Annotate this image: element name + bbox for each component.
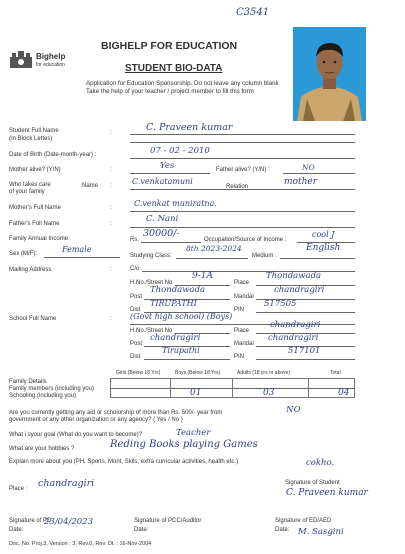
mother-name-value: C.venkat muniratna. <box>134 199 217 208</box>
medium-label: Medium : <box>252 253 277 259</box>
family-adults-value: 03 <box>263 388 275 398</box>
pd-signature-label: Signature of PD <box>9 518 52 524</box>
logo-subtext: for education <box>36 62 65 68</box>
studying-class-label: Studying Class: <box>130 253 172 259</box>
hobbies-question: What are your hobbies ? <box>9 446 75 452</box>
school-place-label: Place <box>234 328 250 334</box>
school-dist-label: Dist <box>130 354 141 360</box>
father-alive-value: NO <box>302 163 315 172</box>
pd-date-value: 23/04/2023 <box>44 517 93 527</box>
mail-co-label: C/o <box>130 266 140 272</box>
income-label: Family Annual Income <box>9 236 69 242</box>
family-total-value: 04 <box>338 388 350 398</box>
mail-post-label: Post <box>130 294 143 300</box>
mother-name-label: Mother's Full Name <box>9 205 61 211</box>
income-value: 30000/- <box>143 228 180 239</box>
father-name-label: Father's Full Name <box>9 221 60 227</box>
school-hno-label: H.No./Street No <box>130 328 173 334</box>
pcc-signature-label: Signature of PCC/Auditor <box>134 518 202 524</box>
instruction-line-2: Take the help of your teacher / project member to fill this form <box>86 88 254 95</box>
adults-header: Adults (18 yrs or above) <box>237 370 291 376</box>
mail-mandal-label: Mandal <box>234 294 254 300</box>
pd-date-label: Date: <box>9 527 24 533</box>
org-title: BIGHELP FOR EDUCATION <box>101 40 238 52</box>
place-value: chandragiri <box>38 478 95 489</box>
father-alive-label: Father alive? (Y/N) : <box>216 167 270 173</box>
school-pin-value: 517101 <box>288 346 321 356</box>
mail-dist-value: TIRUPATHI <box>150 299 197 308</box>
hobbies-answer: Reding Books playing Games <box>110 439 258 450</box>
aid-answer: NO <box>286 405 301 415</box>
mail-place-value: Thondawada <box>266 271 322 281</box>
explain-question: Explain more about you (PH, Sports, Mont, Skils, extra curricular activities, health etc.) <box>9 459 239 465</box>
school-mandal-label: Mandal <box>234 341 254 347</box>
aid-question-2: government or any other organization or any agency? ( Yes / No ) <box>9 417 183 423</box>
logo-text: Bighelp <box>36 52 66 61</box>
full-name-sublabel: (In Block Lettes) <box>9 136 53 142</box>
pcc-date-label: Date: <box>134 527 149 533</box>
family-details-label: Family Details <box>9 379 47 385</box>
schooling-label: Schooling (including you) <box>9 393 77 399</box>
mother-alive-value: Yes <box>160 161 175 171</box>
goal-answer: Teacher <box>176 428 211 438</box>
rs-label: Rs. <box>130 237 139 243</box>
sex-label: Sex (M/F): <box>9 251 37 257</box>
school-pin-label: PIN <box>234 354 245 360</box>
ed-date-label: Date: <box>275 527 290 533</box>
form-subtitle: STUDENT BIO-DATA <box>125 63 223 74</box>
full-name-value: C. Praveen kumar <box>146 122 233 133</box>
relation-label: Relation <box>226 184 249 190</box>
mail-post-value: Thondawada <box>150 285 206 295</box>
school-post-label: Post <box>130 341 143 347</box>
total-header: Total <box>330 370 341 376</box>
school-place-value: chandragiri <box>270 320 321 330</box>
mother-alive-label: Mother alive? (Y/N) <box>9 167 61 173</box>
ed-signature-label: Signature of ED/AED <box>275 518 332 524</box>
student-signature: C. Praveen kumar <box>286 488 368 498</box>
studying-class-value: 8th 2023-2024 <box>186 244 242 253</box>
mail-pin-label: PIN <box>234 307 245 313</box>
school-name-label: School Full Name <box>9 316 57 322</box>
mail-pin-value: 517505 <box>264 299 297 309</box>
family-members-label: Family members (including you) <box>9 386 95 392</box>
dob-label: Date of Birth (Date-month-year) : <box>9 152 97 158</box>
school-post-value: chandragiri <box>150 333 201 343</box>
instruction-line-1: Application for Education Sponsorship. Do not leave any column blank <box>86 80 279 87</box>
mailing-address-label: Mailing Address <box>9 267 52 273</box>
student-photo <box>293 27 366 121</box>
family-boys-value: 01 <box>190 388 202 398</box>
mail-hno-label: H.No./Street No <box>130 280 173 286</box>
mail-hno-value: 9-1A <box>192 271 213 281</box>
occupation-value: cool J <box>312 230 335 239</box>
dob-value: 07 - 02 - 2010 <box>150 146 210 156</box>
explain-answer: cokho. <box>306 458 335 468</box>
school-name-value: (Govt high school) (Boys) <box>130 312 233 321</box>
caretaker-name-label: Name <box>82 183 99 189</box>
mail-dist-label: Dist <box>130 307 141 313</box>
reference-number: C3541 <box>236 7 270 18</box>
bighelp-logo-icon <box>9 49 33 69</box>
school-dist-value: Tirupathi <box>162 346 200 355</box>
place-label: Place : <box>9 486 28 492</box>
aid-question-1: Are you currently getting any aid or scholorship of more than Rs. 500/- year from <box>9 410 223 416</box>
boys-header: Boys (Below 18 Yrs) <box>175 370 221 376</box>
who-takes-care-label-2: of your family <box>9 189 45 195</box>
doc-footer: Doc. No. Proj.3, Version : 3, Rev.0, Rev. Dt. : 16-Nov-2004 <box>9 541 152 547</box>
bio-data-form-page: C3541 Bighelp for education BIGHELP FOR EDUCATION STUDENT BIO-DATA Application for Education Sponsorship. Do not leave any column blank Take the help of your teacher / project member to fill this form Student Full Name (In Block Lettes) : C. Praveen kumar Date of Birth (Date-month-year) : 07 - 02 - 2010 Mother alive? (Y/N) : Yes Father alive? (Y/N) : NO Who takes care of your family Name : C.venkatamuni Relation mother Mother's Full Name : C.venkat muniratna. Father's Full Name : C. Nani Family Annual Income Rs. 30000/- Occupation/Source of Income : cool J Sex (M/F): Female Studying Class: 8th 2023-2024 Medium : English Mailing Address : C/o H.No./Street No 9-1A Place Thondawada Post Thondawada Mandal chandragiri Dist TIRUPATHI PIN 517505 School Full Name : (Govt high school) (Boys) H.No./Street No Place chandragiri Post chandragiri Mandal chandragiri Dist Tirupathi PIN 517101 Girls (Below 18 Yrs) Boys (Below 18 Yrs) Adults (18 yrs or above) Total Family Details Family members (including you) Schooling (including you) 01 03 04 Are you currently getting any aid or scholorship of more than Rs. 500/- year from government or any other organization or any agency? ( Yes / No ) NO What i syour goal (What do you want to become)? Teacher What are your hobbies ? Reding Books playing Games Explain more about you (PH, Sports, Mont, Skils, extra curricular activities, health etc.) cokho. Place : chandragiri Signature of Student C. Praveen kumar Signature of PD Date: 23/04/2023 Signature of PCC/Auditor Date: Signature of ED/AED Date: M. Sasgini Doc. No. Proj.3, Version : 3, Rev.0, Rev. Dt. : 16-Nov-2004 <box>9 7 368 547</box>
girls-header: Girls (Below 18 Yrs) <box>116 370 161 376</box>
goal-question: What i syour goal (What do you want to become)? <box>9 432 143 438</box>
occupation-label: Occupation/Source of Income : <box>204 237 287 243</box>
caretaker-relation-value: mother <box>284 177 317 187</box>
full-name-label: Student Full Name <box>9 128 59 134</box>
father-name-value: C. Nani <box>146 214 179 224</box>
caretaker-name-value: C.venkatamuni <box>132 177 193 186</box>
mail-place-label: Place <box>234 280 250 286</box>
ed-signature: M. Sasgini <box>298 527 344 537</box>
student-signature-label: Signature of Student <box>285 480 340 486</box>
mail-mandal-value: chandragiri <box>274 285 325 295</box>
school-mandal-value: chandragiri <box>268 333 319 343</box>
sex-value: Female <box>62 245 92 254</box>
who-takes-care-label: Who takes care <box>9 182 51 188</box>
medium-value: English <box>306 243 341 253</box>
